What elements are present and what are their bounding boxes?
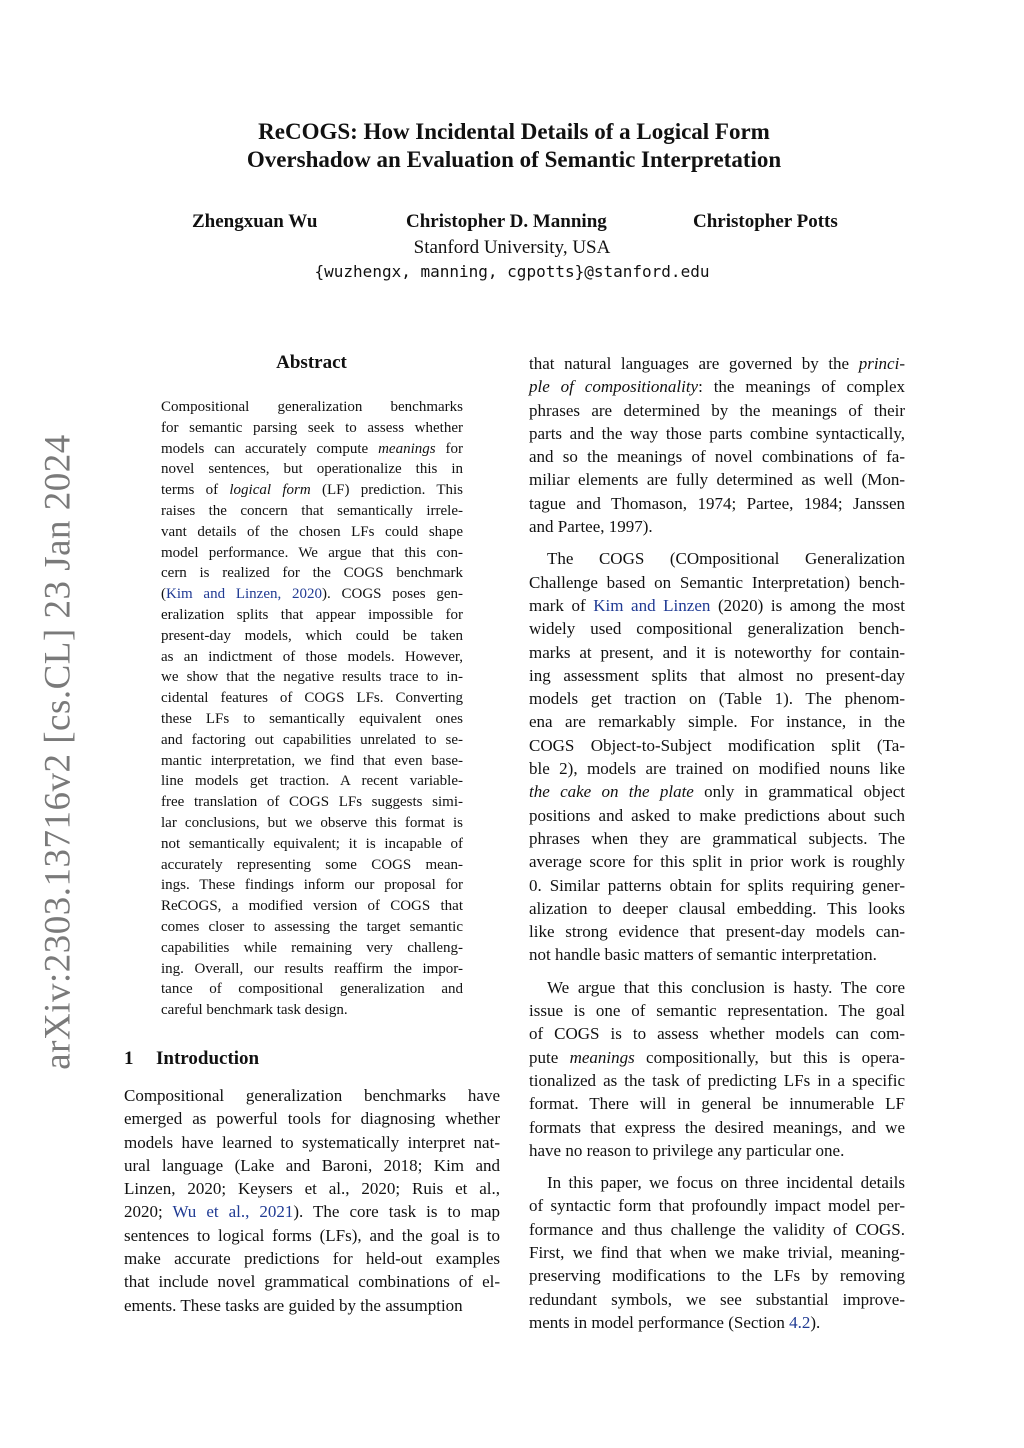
- section-title: Introduction: [156, 1048, 260, 1069]
- text-line: marks at present, and it is noteworthy for contain-: [529, 642, 905, 662]
- text-line: format. There will in general be innumerable LF: [529, 1094, 905, 1114]
- text-line: lar conclusions, but we observe this format is: [161, 814, 463, 831]
- right-column: [529, 352, 905, 1334]
- text-line: capabilities while remaining very challeng-: [161, 939, 463, 956]
- text-line: ing assessment splits that almost no present-day: [529, 665, 905, 685]
- text-line: Compositional generalization benchmarks have: [124, 1086, 500, 1105]
- text-line: for semantic parsing seek to assess whether: [161, 419, 463, 436]
- text-line: parts and the way those parts combine syntactically,: [529, 423, 905, 443]
- abstract-body: [161, 397, 463, 1021]
- arxiv-identifier: arXiv:2303.13716v2 [cs.CL] 23 Jan 2024: [37, 434, 79, 1070]
- text-line: 0. Similar patterns obtain for splits requiring gener-: [529, 875, 905, 895]
- text-line: of COGS is to assess whether models can com-: [529, 1024, 905, 1044]
- text-line: terms of logical form (LF) prediction. This: [161, 482, 463, 499]
- text-line: pute meanings compositionally, but this is opera-: [529, 1047, 905, 1067]
- text-line: and Partee, 1997).: [529, 517, 653, 537]
- paragraph-compositionality: [529, 352, 905, 538]
- text-line: not semantically equivalent; it is incapable of: [161, 835, 463, 852]
- text-line: as an indictment of those models. However,: [161, 648, 463, 665]
- text-line: and factoring out capabilities unrelated to se-: [161, 731, 463, 748]
- text-line: comes closer to assessing the target semantic: [161, 918, 463, 935]
- text-line: ing. Overall, our results reaffirm the impor-: [161, 960, 463, 977]
- text-line: mark of Kim and Linzen (2020) is among the most: [529, 595, 906, 615]
- author-emails: {wuzhengx, manning, cgpotts}@stanford.edu: [314, 262, 710, 281]
- text-line: Challenge based on Semantic Interpretation) bench-: [529, 572, 905, 592]
- text-line: models can accurately compute meanings for: [161, 440, 463, 457]
- introduction-body: [124, 1084, 500, 1317]
- text-line: ReCOGS, a modified version of COGS that: [161, 898, 463, 915]
- text-line: alization to deeper clausal embedding. This looks: [529, 898, 905, 918]
- paper-title: [140, 118, 888, 174]
- section-number: 1: [124, 1048, 134, 1069]
- text-line: line models get traction. A recent variable-: [161, 773, 463, 790]
- text-line: First, we find that when we make trivial, meaning-: [529, 1242, 905, 1262]
- text-line: formance and thus challenge the validity of COGS.: [529, 1219, 905, 1239]
- text-line: and so the meanings of novel combinations of fa-: [529, 447, 905, 467]
- text-line: eralization splits that appear impossible for: [161, 606, 463, 623]
- text-line: The COGS (COmpositional Generalization: [547, 549, 905, 569]
- text-line: mantic interpretation, we find that even base-: [161, 752, 463, 769]
- text-line: We argue that this conclusion is hasty. The core: [547, 977, 905, 997]
- text-line: ements. These tasks are guided by the assumption: [124, 1295, 463, 1315]
- text-line: not handle basic matters of semantic interpretation.: [529, 945, 877, 965]
- section-heading-introduction: [124, 1048, 259, 1070]
- text-line: ble 2), models are trained on modified nouns like: [529, 759, 905, 779]
- text-line: ments in model performance (Section 4.2).: [529, 1312, 821, 1332]
- text-line: emerged as powerful tools for diagnosing whether: [124, 1109, 500, 1129]
- text-line: ural language (Lake and Baroni, 2018; Kim and: [124, 1155, 500, 1175]
- text-line: phrases are determined by the meanings of their: [529, 400, 905, 420]
- title-line-2: Overshadow an Evaluation of Semantic Interpretation: [246, 147, 782, 172]
- text-line: tionalized as the task of predicting LFs in a specific: [529, 1070, 905, 1090]
- text-line: preserving modifications to the LFs by removing: [529, 1266, 905, 1286]
- text-line: cidental features of COGS LFs. Converting: [161, 690, 463, 707]
- text-line: make accurate predictions for held-out examples: [124, 1249, 500, 1269]
- text-line: phrases when they are grammatical subjects. The: [529, 828, 905, 848]
- text-line: like strong evidence that present-day models can-: [529, 922, 905, 942]
- text-line: models get traction on (Table 1). The phenom-: [529, 689, 905, 709]
- text-line: 2020; Wu et al., 2021). The core task is to map: [124, 1202, 500, 1222]
- text-line: models have learned to systematically interpret nat-: [124, 1132, 500, 1152]
- author-wu: Zhengxuan Wu: [192, 211, 318, 232]
- text-line: ings. These findings inform our proposal for: [161, 877, 463, 894]
- abstract-heading: Abstract: [276, 352, 347, 373]
- text-line: cern is realized for the COGS benchmark: [161, 565, 463, 582]
- text-line: present-day models, which could be taken: [161, 627, 463, 644]
- text-line: of syntactic form that profoundly impact model per-: [529, 1196, 905, 1216]
- paragraph-argument: [529, 976, 905, 1162]
- text-line: free translation of COGS LFs suggests simi-: [161, 794, 463, 811]
- text-line: that include novel grammatical combinations of el-: [124, 1272, 500, 1292]
- text-line: sentences to logical forms (LFs), and the goal is to: [124, 1225, 500, 1245]
- text-line: formats that express the desired meanings, and we: [529, 1117, 905, 1137]
- text-line: accurately representing some COGS mean-: [161, 856, 463, 873]
- text-line: issue is one of semantic representation. The goal: [529, 1001, 905, 1021]
- text-line: (Kim and Linzen, 2020). COGS poses gen-: [161, 586, 463, 603]
- affiliation: Stanford University, USA: [413, 237, 611, 258]
- text-line: raises the concern that semantically irrele-: [161, 502, 463, 519]
- text-line: novel sentences, but operationalize this in: [161, 461, 463, 478]
- text-line: tague and Thomason, 1974; Partee, 1984; Janssen: [529, 493, 905, 513]
- paragraph-this-paper: [529, 1171, 905, 1334]
- text-line: average score for this split in prior work is roughly: [529, 852, 905, 872]
- text-line: we show that the negative results trace to in-: [161, 669, 463, 686]
- text-line: careful benchmark task design.: [161, 1002, 348, 1019]
- author-potts: Christopher Potts: [693, 211, 838, 232]
- text-line: positions and asked to make predictions about such: [529, 805, 905, 825]
- text-line: the cake on the plate only in grammatical object: [529, 782, 905, 802]
- text-line: Linzen, 2020; Keysers et al., 2020; Ruis et al.,: [124, 1179, 500, 1199]
- author-manning: Christopher D. Manning: [406, 211, 607, 232]
- title-line-1: ReCOGS: How Incidental Details of a Logical Form: [258, 119, 770, 144]
- text-line: In this paper, we focus on three incidental details: [547, 1173, 905, 1193]
- text-line: miliar elements are fully determined as well (Mon-: [529, 470, 905, 490]
- text-line: have no reason to privilege any particular one.: [529, 1140, 845, 1160]
- text-line: COGS Object-to-Subject modification split (Ta-: [529, 735, 905, 755]
- text-line: model performance. We argue that this con-: [161, 544, 463, 561]
- paragraph-cogs: [529, 547, 905, 966]
- text-line: tance of compositional generalization and: [161, 981, 463, 998]
- text-line: these LFs to semantically equivalent ones: [161, 710, 463, 727]
- text-line: widely used compositional generalization bench-: [529, 619, 905, 639]
- text-line: that natural languages are governed by the princi-: [529, 354, 905, 373]
- text-line: ena are remarkably simple. For instance, in the: [529, 712, 905, 732]
- text-line: ple of compositionality: the meanings of complex: [529, 377, 905, 397]
- text-line: Compositional generalization benchmarks: [161, 399, 463, 415]
- text-line: vant details of the chosen LFs could shape: [161, 523, 463, 540]
- text-line: redundant symbols, we see substantial improve-: [529, 1289, 905, 1309]
